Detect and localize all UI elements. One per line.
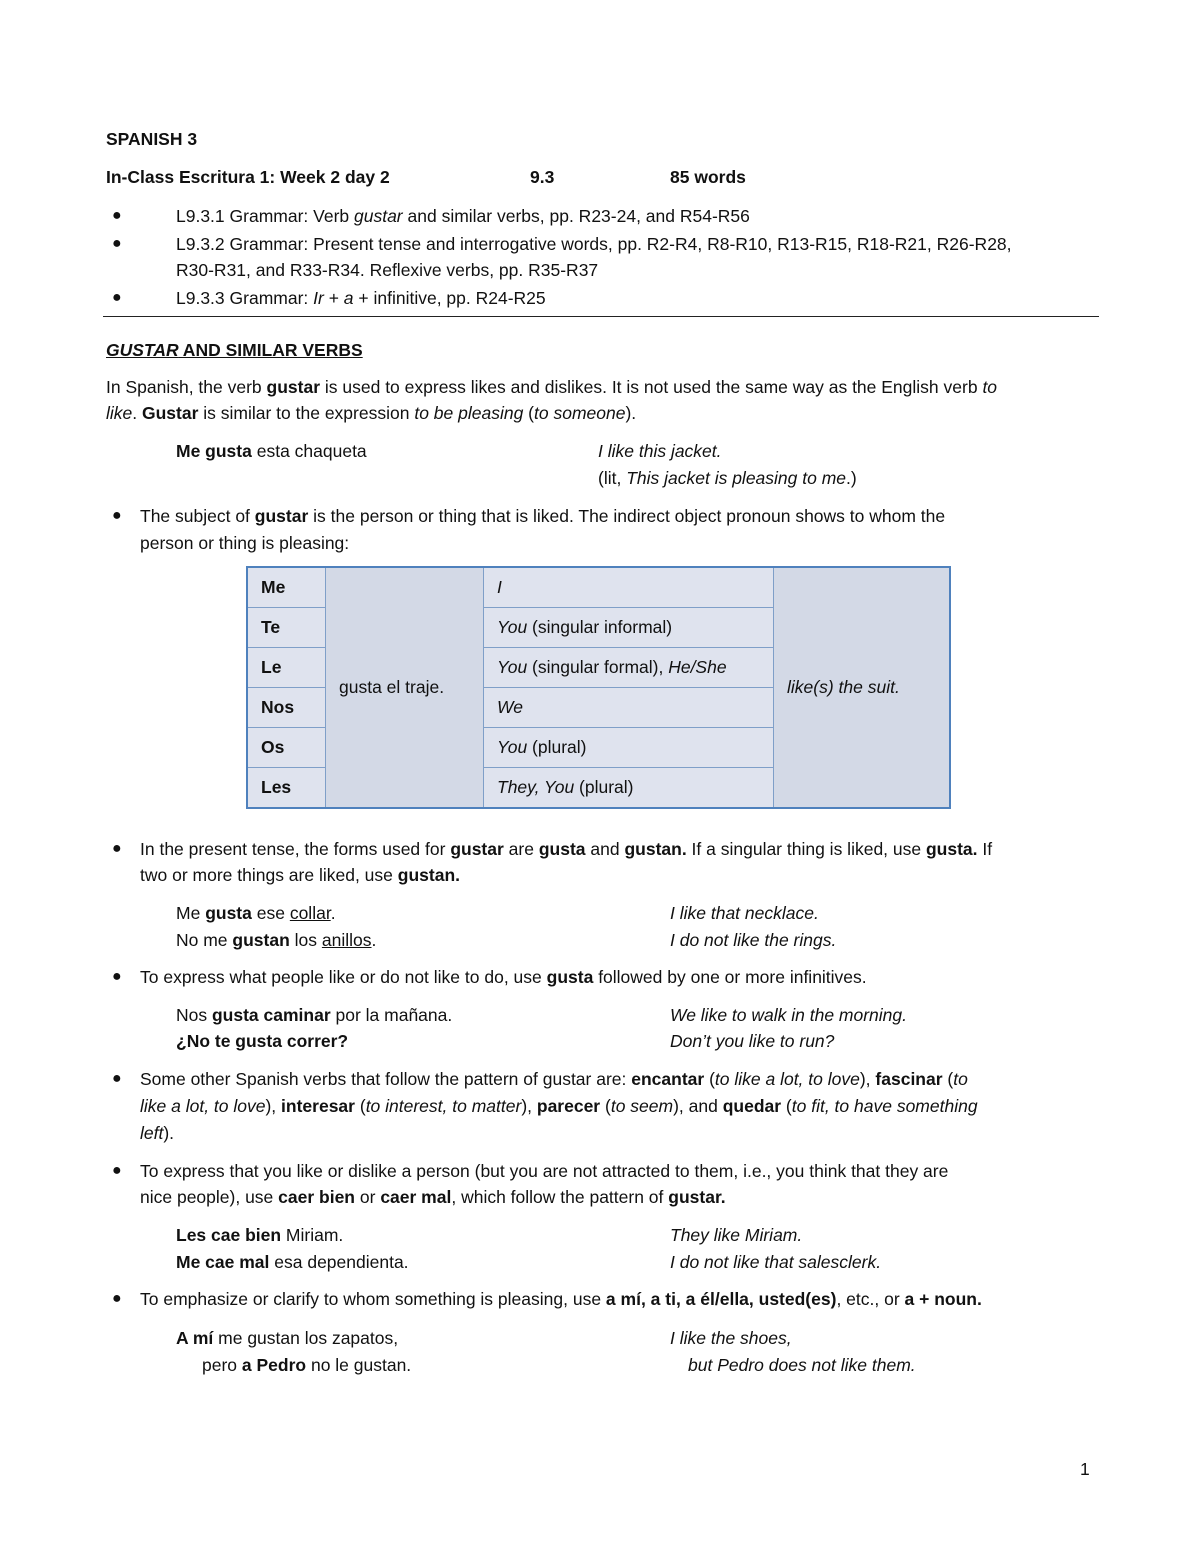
example-spanish: Me cae mal esa dependienta. bbox=[176, 1252, 409, 1272]
bullet-text: Some other Spanish verbs that follow the pattern of gustar are: encantar (to like a lot, to love), fascinar (to bbox=[140, 1069, 968, 1089]
result-cell: like(s) the suit. bbox=[774, 567, 951, 808]
example-spanish: No me gustan los anillos. bbox=[176, 930, 377, 950]
section-title: GUSTAR AND SIMILAR VERBS bbox=[106, 340, 363, 360]
objective-2: L9.3.2 Grammar: Present tense and interrogative words, pp. R2-R4, R8-R10, R13-R15, R18-R21, R26-R28, bbox=[176, 234, 1012, 254]
word-count: 85 words bbox=[670, 167, 746, 187]
pronoun-cell: Le bbox=[247, 648, 326, 688]
english-cell: You (singular formal), He/She bbox=[484, 648, 774, 688]
objective-2-cont: R30-R31, and R33-R34. Reflexive verbs, pp. R35-R37 bbox=[176, 260, 599, 280]
pronoun-cell: Te bbox=[247, 608, 326, 648]
intro-line-1: In Spanish, the verb gustar is used to express likes and dislikes. It is not used the same way as the English verb to bbox=[106, 377, 998, 397]
bullet-icon: ● bbox=[112, 1290, 122, 1307]
bullet-icon: ● bbox=[112, 207, 122, 224]
example-spanish: A mí me gustan los zapatos, bbox=[176, 1328, 399, 1348]
example-spanish: Les cae bien Miriam. bbox=[176, 1225, 344, 1245]
bullet-text-cont: person or thing is pleasing: bbox=[140, 533, 350, 553]
example-spanish: Me gusta esta chaqueta bbox=[176, 441, 367, 461]
bullet-text: To express that you like or dislike a person (but you are not attracted to them, i.e., you think that they are bbox=[140, 1161, 949, 1181]
english-cell: You (singular informal) bbox=[484, 608, 774, 648]
english-cell: We bbox=[484, 688, 774, 728]
bullet-icon: ● bbox=[112, 289, 122, 306]
bullet-icon: ● bbox=[112, 1162, 122, 1179]
example-english: They like Miriam. bbox=[670, 1225, 803, 1245]
table-row bbox=[247, 567, 950, 608]
pronoun-cell: Nos bbox=[247, 688, 326, 728]
english-cell: You (plural) bbox=[484, 728, 774, 768]
pronoun-cell: Os bbox=[247, 728, 326, 768]
objective-3: L9.3.3 Grammar: Ir + a + infinitive, pp. R24-R25 bbox=[176, 288, 546, 308]
bullet-text-cont: two or more things are liked, use gustan. bbox=[140, 865, 460, 885]
bullet-text: In the present tense, the forms used for gustar are gusta and gustan. If a singular thing is liked, use gusta. If bbox=[140, 839, 993, 859]
example-spanish: pero a Pedro no le gustan. bbox=[202, 1355, 412, 1375]
page-number: 1 bbox=[1080, 1459, 1090, 1479]
example-english: I do not like the rings. bbox=[670, 930, 837, 950]
example-spanish: ¿No te gusta correr? bbox=[176, 1031, 349, 1051]
example-literal: (lit, This jacket is pleasing to me.) bbox=[598, 468, 857, 488]
bullet-text: The subject of gustar is the person or thing that is liked. The indirect object pronoun shows to whom the bbox=[140, 506, 946, 526]
gustar-table bbox=[246, 566, 951, 809]
pronoun-cell: Me bbox=[247, 567, 326, 608]
assignment-title: In-Class Escritura 1: Week 2 day 2 bbox=[106, 167, 390, 187]
example-spanish: Nos gusta caminar por la mañana. bbox=[176, 1005, 453, 1025]
section-number: 9.3 bbox=[530, 167, 555, 187]
pronoun-cell: Les bbox=[247, 768, 326, 809]
bullet-text-cont: nice people), use caer bien or caer mal, which follow the pattern of gustar. bbox=[140, 1187, 726, 1207]
example-english: but Pedro does not like them. bbox=[688, 1355, 916, 1375]
example-english: I do not like that salesclerk. bbox=[670, 1252, 882, 1272]
bullet-text-cont: left). bbox=[140, 1123, 175, 1143]
example-english: I like the shoes, bbox=[670, 1328, 792, 1348]
example-english: I like that necklace. bbox=[670, 903, 819, 923]
example-english: We like to walk in the morning. bbox=[670, 1005, 908, 1025]
horizontal-rule bbox=[103, 316, 1099, 317]
bullet-icon: ● bbox=[112, 507, 122, 524]
course-title: SPANISH 3 bbox=[106, 129, 198, 149]
example-english: I like this jacket. bbox=[598, 441, 722, 461]
example-english: Don’t you like to run? bbox=[670, 1031, 835, 1051]
bullet-icon: ● bbox=[112, 1070, 122, 1087]
english-cell: I bbox=[484, 567, 774, 608]
example-spanish: Me gusta ese collar. bbox=[176, 903, 336, 923]
bullet-text: To express what people like or do not like to do, use gusta followed by one or more infinitives. bbox=[140, 967, 867, 987]
english-cell: They, You (plural) bbox=[484, 768, 774, 809]
bullet-text-cont: like a lot, to love), interesar (to interest, to matter), parecer (to seem), and quedar (to fit, to have something bbox=[140, 1096, 978, 1116]
verb-phrase-cell: gusta el traje. bbox=[326, 567, 484, 808]
bullet-icon: ● bbox=[112, 235, 122, 252]
intro-line-2: like. Gustar is similar to the expression to be pleasing (to someone). bbox=[106, 403, 637, 423]
bullet-icon: ● bbox=[112, 968, 122, 985]
bullet-icon: ● bbox=[112, 840, 122, 857]
objective-1: L9.3.1 Grammar: Verb gustar and similar verbs, pp. R23-24, and R54-R56 bbox=[176, 206, 750, 226]
bullet-text: To emphasize or clarify to whom something is pleasing, use a mí, a ti, a él/ella, usted(es), etc., or a + noun. bbox=[140, 1289, 982, 1309]
